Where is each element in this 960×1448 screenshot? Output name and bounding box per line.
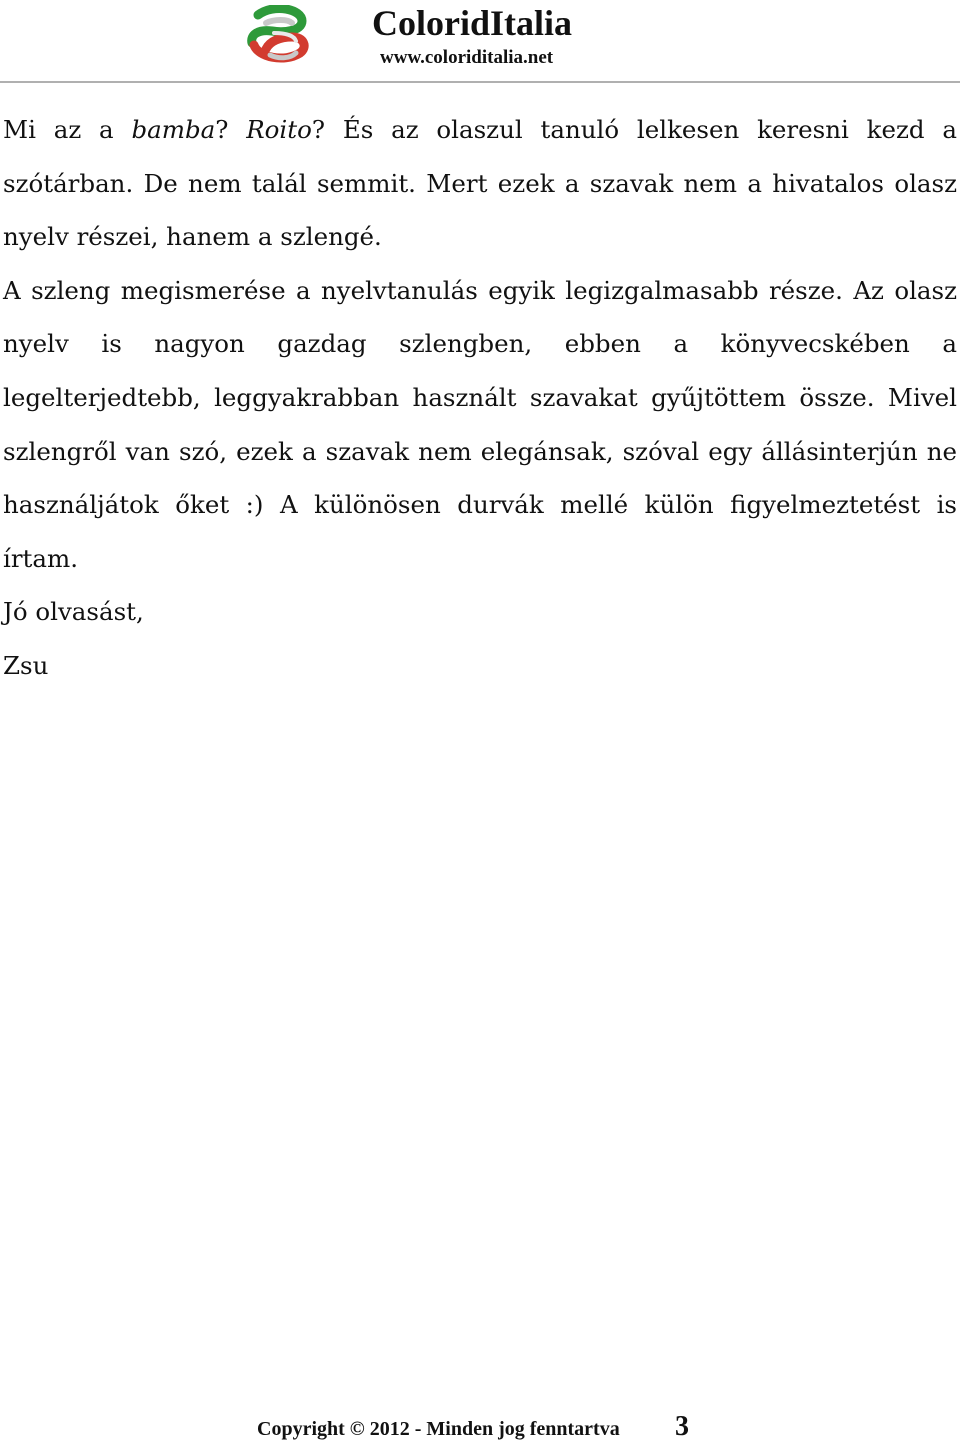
slang-word-roito: Roito: [246, 115, 312, 144]
page-header: [0, 0, 960, 82]
brand-title: ColoridItalia: [372, 3, 573, 43]
header-divider: [0, 81, 960, 83]
brand-url: www.coloriditalia.net: [380, 47, 554, 68]
signature-line: Zsu: [3, 650, 49, 680]
intro-text-3: ? És az olaszul tanuló lelkesen keresni kezd a szótárban. De nem talál semmit. Mert ezek a szavak nem a hivatalos olasz nyelv részei, hanem a szlengé.: [3, 115, 957, 252]
page-number: 3: [675, 1411, 689, 1442]
greeting-line: Jó olvasást,: [3, 597, 144, 627]
intro-text-1: Mi az a: [3, 115, 132, 144]
slang-word-bamba: bamba: [131, 115, 216, 144]
document-body: [3, 103, 957, 693]
coloriditalia-logo: [244, 5, 312, 63]
main-paragraph: A szleng megismerése a nyelvtanulás egyik legizgalmasabb része. Az olasz nyelv is nagyon gazdag szlengben, ebben a könyvecskében a legelterjedtebb, leggyakrabban használt szavakat gyűjtöttem össze. Mivel szlengről van szó, ezek a szavak nem elegánsak, szóval egy állásinterjún ne használjátok őket :) A különösen durvák mellé külön figyelmeztetést is írtam.: [3, 275, 957, 573]
intro-paragraph: [3, 103, 957, 264]
intro-text-2: ?: [215, 115, 247, 144]
copyright-notice: Copyright © 2012 - Minden jog fenntartva: [257, 1418, 620, 1440]
page-footer: [257, 1411, 689, 1448]
